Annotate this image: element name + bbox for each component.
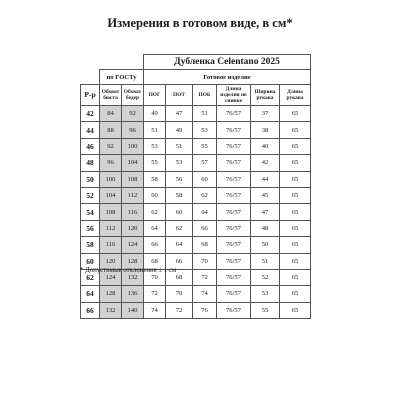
footnote: * Допустимые отклонения ± 1 см: [80, 267, 177, 274]
hips-cell: 96: [122, 122, 144, 138]
table-row: [81, 286, 311, 302]
column-header-size: Р-р: [81, 85, 100, 106]
column-header-hips: Обхват бедер: [122, 85, 144, 106]
table-row: [81, 171, 311, 187]
table-row: [81, 204, 311, 220]
sleeve-length-cell: 65: [280, 155, 311, 171]
pob-cell: 51: [193, 106, 217, 122]
sleeve-width-cell: 47: [251, 204, 280, 220]
pog-cell: 72: [144, 286, 166, 302]
bust-cell: 124: [100, 269, 122, 285]
hips-cell: 112: [122, 187, 144, 203]
sleeve-length-cell: 65: [280, 253, 311, 269]
sleeve-length-cell: 65: [280, 187, 311, 203]
pog-cell: 66: [144, 237, 166, 253]
column-header-pot: ПОТ: [166, 85, 193, 106]
pog-cell: 68: [144, 253, 166, 269]
finished-group-header: Готовое изделие: [144, 70, 311, 85]
sleeve-width-cell: 55: [251, 302, 280, 318]
table-row: [81, 187, 311, 203]
blank-corner: [81, 55, 144, 70]
pob-cell: 60: [193, 171, 217, 187]
size-cell: 58: [81, 237, 100, 253]
column-header-back-length: Длина изделия по спинке: [217, 85, 251, 106]
sleeve-length-cell: 65: [280, 237, 311, 253]
back-length-cell: 76/57: [217, 106, 251, 122]
pot-cell: 62: [166, 220, 193, 236]
pob-cell: 76: [193, 302, 217, 318]
size-cell: 52: [81, 187, 100, 203]
back-length-cell: 76/57: [217, 204, 251, 220]
bust-cell: 128: [100, 286, 122, 302]
sleeve-width-cell: 53: [251, 286, 280, 302]
sleeve-length-cell: 65: [280, 106, 311, 122]
group-header-row: [81, 70, 311, 85]
hips-cell: 116: [122, 204, 144, 220]
pot-cell: 56: [166, 171, 193, 187]
bust-cell: 112: [100, 220, 122, 236]
pot-cell: 51: [166, 138, 193, 154]
back-length-cell: 76/57: [217, 220, 251, 236]
size-cell: 48: [81, 155, 100, 171]
sleeve-width-cell: 50: [251, 237, 280, 253]
pog-cell: 70: [144, 269, 166, 285]
pob-cell: 68: [193, 237, 217, 253]
size-cell: 50: [81, 171, 100, 187]
sleeve-width-cell: 44: [251, 171, 280, 187]
pog-cell: 58: [144, 171, 166, 187]
pog-cell: 64: [144, 220, 166, 236]
back-length-cell: 76/57: [217, 286, 251, 302]
sleeve-length-cell: 65: [280, 122, 311, 138]
bust-cell: 108: [100, 204, 122, 220]
pob-cell: 66: [193, 220, 217, 236]
table-body: [81, 55, 311, 319]
pog-cell: 51: [144, 122, 166, 138]
pob-cell: 57: [193, 155, 217, 171]
sleeve-width-cell: 37: [251, 106, 280, 122]
hips-cell: 140: [122, 302, 144, 318]
pot-cell: 72: [166, 302, 193, 318]
back-length-cell: 76/57: [217, 155, 251, 171]
hips-cell: 132: [122, 269, 144, 285]
back-length-cell: 76/57: [217, 269, 251, 285]
pog-cell: 74: [144, 302, 166, 318]
table-row: [81, 155, 311, 171]
table-row: [81, 138, 311, 154]
pob-cell: 64: [193, 204, 217, 220]
bust-cell: 96: [100, 155, 122, 171]
blank-corner: [81, 70, 100, 85]
pob-cell: 72: [193, 269, 217, 285]
back-length-cell: 76/57: [217, 171, 251, 187]
size-cell: 54: [81, 204, 100, 220]
page-title: Измерения в готовом виде, в см*: [107, 16, 293, 30]
sleeve-length-cell: 65: [280, 138, 311, 154]
bust-cell: 132: [100, 302, 122, 318]
sleeve-width-cell: 40: [251, 138, 280, 154]
hips-cell: 128: [122, 253, 144, 269]
back-length-cell: 76/57: [217, 138, 251, 154]
sleeve-width-cell: 48: [251, 220, 280, 236]
size-table: [80, 54, 311, 319]
column-header-sleeve-length: Длина рукава: [280, 85, 311, 106]
pob-cell: 70: [193, 253, 217, 269]
size-cell: 60: [81, 253, 100, 269]
pot-cell: 70: [166, 286, 193, 302]
bust-cell: 104: [100, 187, 122, 203]
column-header-bust: Обхват бюста: [100, 85, 122, 106]
back-length-cell: 76/57: [217, 187, 251, 203]
pog-cell: 49: [144, 106, 166, 122]
sleeve-length-cell: 65: [280, 269, 311, 285]
pob-cell: 53: [193, 122, 217, 138]
pog-cell: 60: [144, 187, 166, 203]
pot-cell: 47: [166, 106, 193, 122]
table-row: [81, 302, 311, 318]
pog-cell: 62: [144, 204, 166, 220]
pot-cell: 58: [166, 187, 193, 203]
pot-cell: 64: [166, 237, 193, 253]
hips-cell: 104: [122, 155, 144, 171]
gost-group-header: по ГОСТу: [100, 70, 144, 85]
size-cell: 44: [81, 122, 100, 138]
pot-cell: 53: [166, 155, 193, 171]
size-cell: 64: [81, 286, 100, 302]
sleeve-length-cell: 65: [280, 286, 311, 302]
pob-cell: 55: [193, 138, 217, 154]
sleeve-width-cell: 38: [251, 122, 280, 138]
hips-cell: 100: [122, 138, 144, 154]
sleeve-width-cell: 52: [251, 269, 280, 285]
column-header-row: [81, 85, 311, 106]
pot-cell: 68: [166, 269, 193, 285]
table-title-row: [81, 55, 311, 70]
sleeve-length-cell: 65: [280, 204, 311, 220]
sleeve-width-cell: 45: [251, 187, 280, 203]
bust-cell: 116: [100, 237, 122, 253]
pot-cell: 66: [166, 253, 193, 269]
back-length-cell: 76/57: [217, 237, 251, 253]
size-cell: 62: [81, 269, 100, 285]
hips-cell: 92: [122, 106, 144, 122]
pot-cell: 49: [166, 122, 193, 138]
hips-cell: 136: [122, 286, 144, 302]
hips-cell: 108: [122, 171, 144, 187]
table-row: [81, 106, 311, 122]
column-header-sleeve-width: Ширина рукава: [251, 85, 280, 106]
bust-cell: 100: [100, 171, 122, 187]
sleeve-length-cell: 65: [280, 171, 311, 187]
size-cell: 56: [81, 220, 100, 236]
size-cell: 42: [81, 106, 100, 122]
size-cell: 46: [81, 138, 100, 154]
back-length-cell: 76/57: [217, 122, 251, 138]
pob-cell: 62: [193, 187, 217, 203]
bust-cell: 120: [100, 253, 122, 269]
size-cell: 66: [81, 302, 100, 318]
table-row: [81, 122, 311, 138]
sleeve-width-cell: 51: [251, 253, 280, 269]
column-header-pob: ПОБ: [193, 85, 217, 106]
back-length-cell: 76/57: [217, 302, 251, 318]
bust-cell: 88: [100, 122, 122, 138]
pog-cell: 53: [144, 138, 166, 154]
hips-cell: 120: [122, 220, 144, 236]
pob-cell: 74: [193, 286, 217, 302]
pot-cell: 60: [166, 204, 193, 220]
table-row: [81, 220, 311, 236]
bust-cell: 84: [100, 106, 122, 122]
column-header-pog: ПОГ: [144, 85, 166, 106]
sleeve-length-cell: 65: [280, 220, 311, 236]
pog-cell: 55: [144, 155, 166, 171]
table-row: [81, 237, 311, 253]
sleeve-width-cell: 42: [251, 155, 280, 171]
back-length-cell: 76/57: [217, 253, 251, 269]
sleeve-length-cell: 65: [280, 302, 311, 318]
hips-cell: 124: [122, 237, 144, 253]
product-title: Дубленка Celentano 2025: [144, 55, 311, 70]
bust-cell: 92: [100, 138, 122, 154]
